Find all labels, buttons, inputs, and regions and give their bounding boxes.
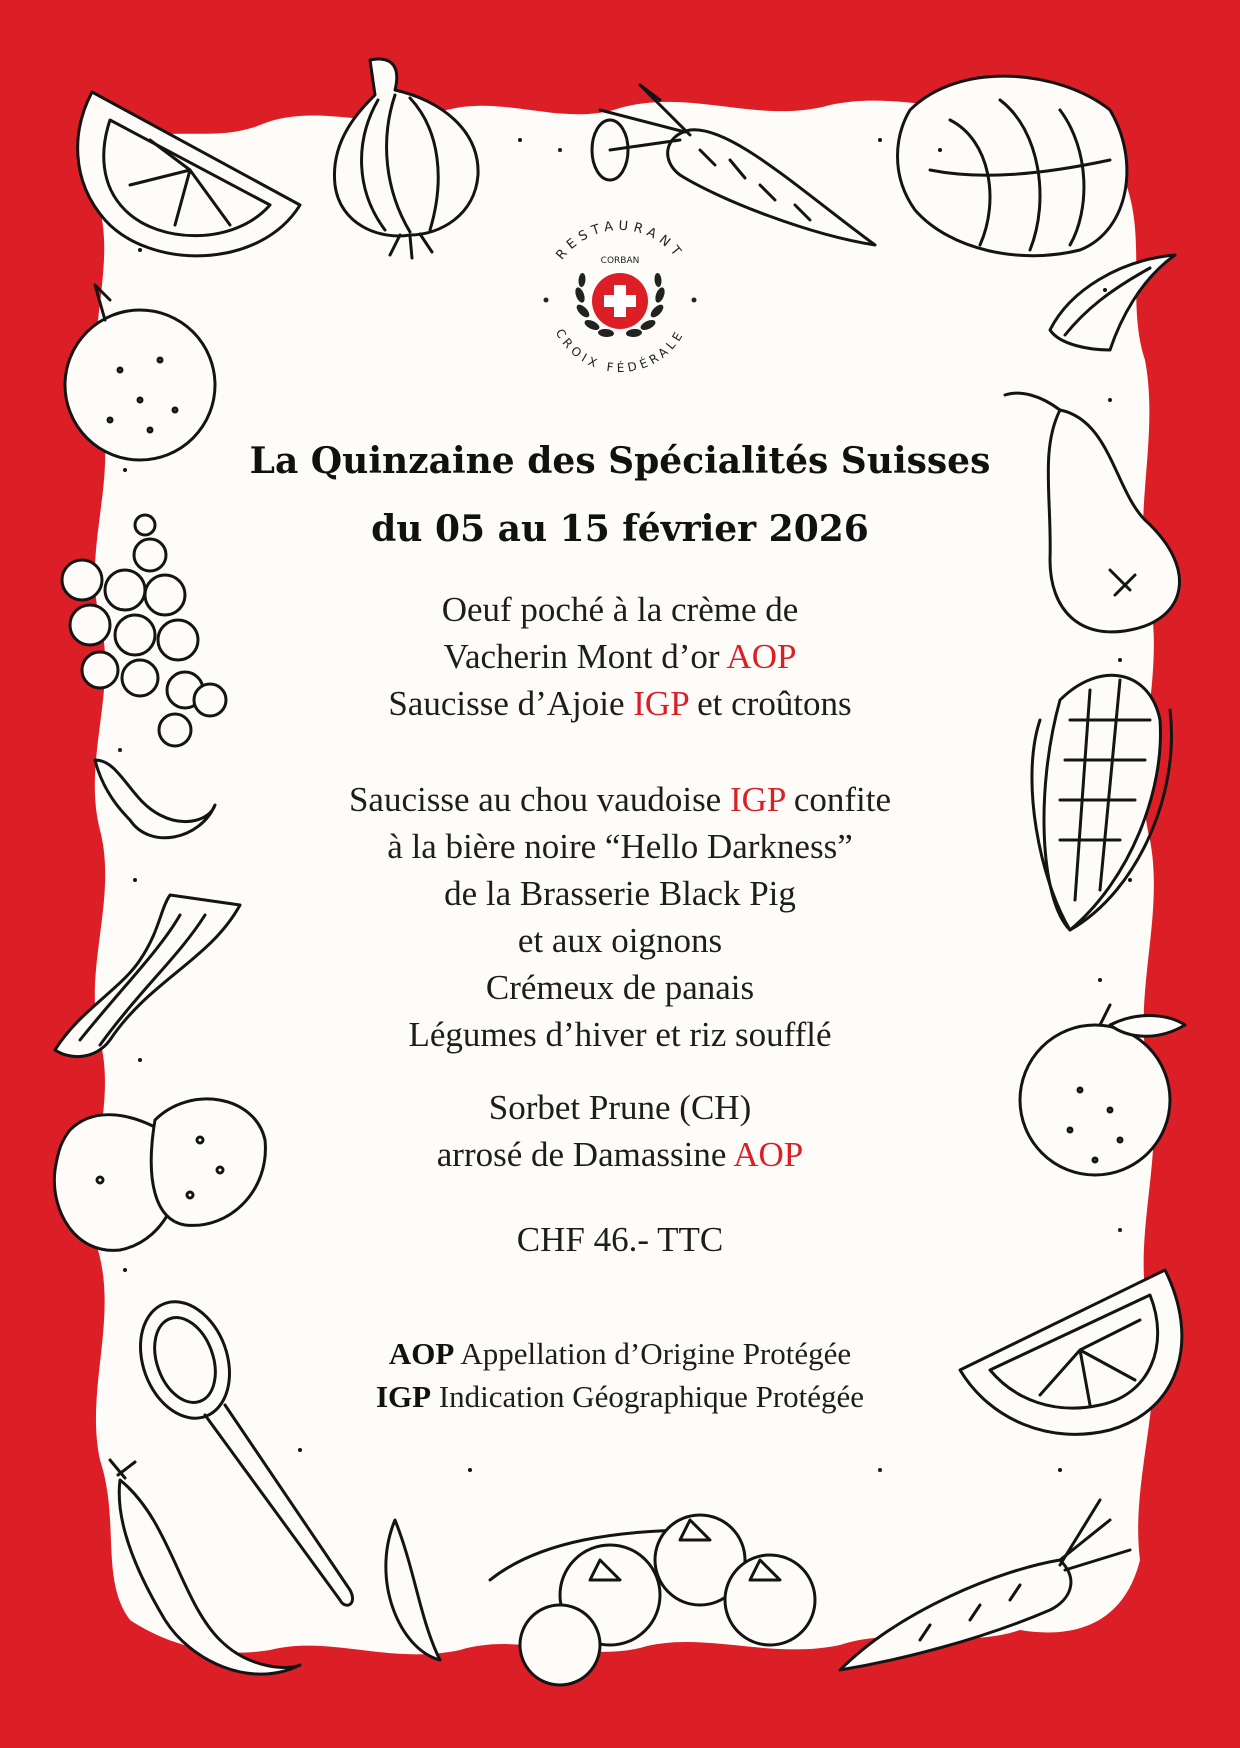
main-line-3: de la Brasserie Black Pig [444,874,796,913]
dessert-line-2 [180,1135,1060,1175]
legend-igp-text: Indication Géographique Protégée [438,1379,865,1414]
main-line-4: et aux oignons [517,921,723,960]
legend-aop [180,1336,1060,1372]
logo-middle-text: CORBAN [600,256,640,266]
legend-igp-abbr: IGP [375,1379,432,1414]
starter-item: et croûtons [697,684,852,723]
date-range: du 05 au 15 février 2026 [371,508,869,550]
aop-label: AOP [733,1135,804,1174]
igp-label: IGP [729,780,786,819]
starter-item: Saucisse d’Ajoie [388,684,625,723]
dessert-item: arrosé de Damassine [436,1135,727,1174]
dessert-line-1: Sorbet Prune (CH) [488,1088,752,1127]
main-item: confite [793,780,892,819]
main-line-2: à la bière noire “Hello Darkness” [387,827,853,866]
legend-igp [180,1379,1060,1415]
main-item: Saucisse au chou vaudoise [348,780,722,819]
main-line-5: Crémeux de panais [485,968,755,1007]
logo-bottom-text: CROIX FÉDÉRALE [552,326,688,376]
menu-content [180,0,1060,1748]
restaurant-logo [530,205,710,385]
price: CHF 46.- TTC [516,1220,724,1259]
logo-top-text: RESTAURANT [553,218,687,263]
swiss-flag-icon [592,273,648,329]
legend-aop-abbr: AOP [388,1336,455,1371]
starter-line-3 [180,684,1060,724]
starter-item: Vacherin Mont d’or [443,637,720,676]
main-line-1 [180,780,1060,820]
starter-line-2 [180,637,1060,677]
legend-aop-text: Appellation d’Origine Protégée [460,1336,852,1371]
page-title: La Quinzaine des Spécialités Suisses [249,440,991,482]
igp-label: IGP [633,684,689,723]
aop-label: AOP [726,637,797,676]
main-line-6: Légumes d’hiver et riz soufflé [408,1015,832,1054]
starter-line-1: Oeuf poché à la crème de [441,590,799,629]
